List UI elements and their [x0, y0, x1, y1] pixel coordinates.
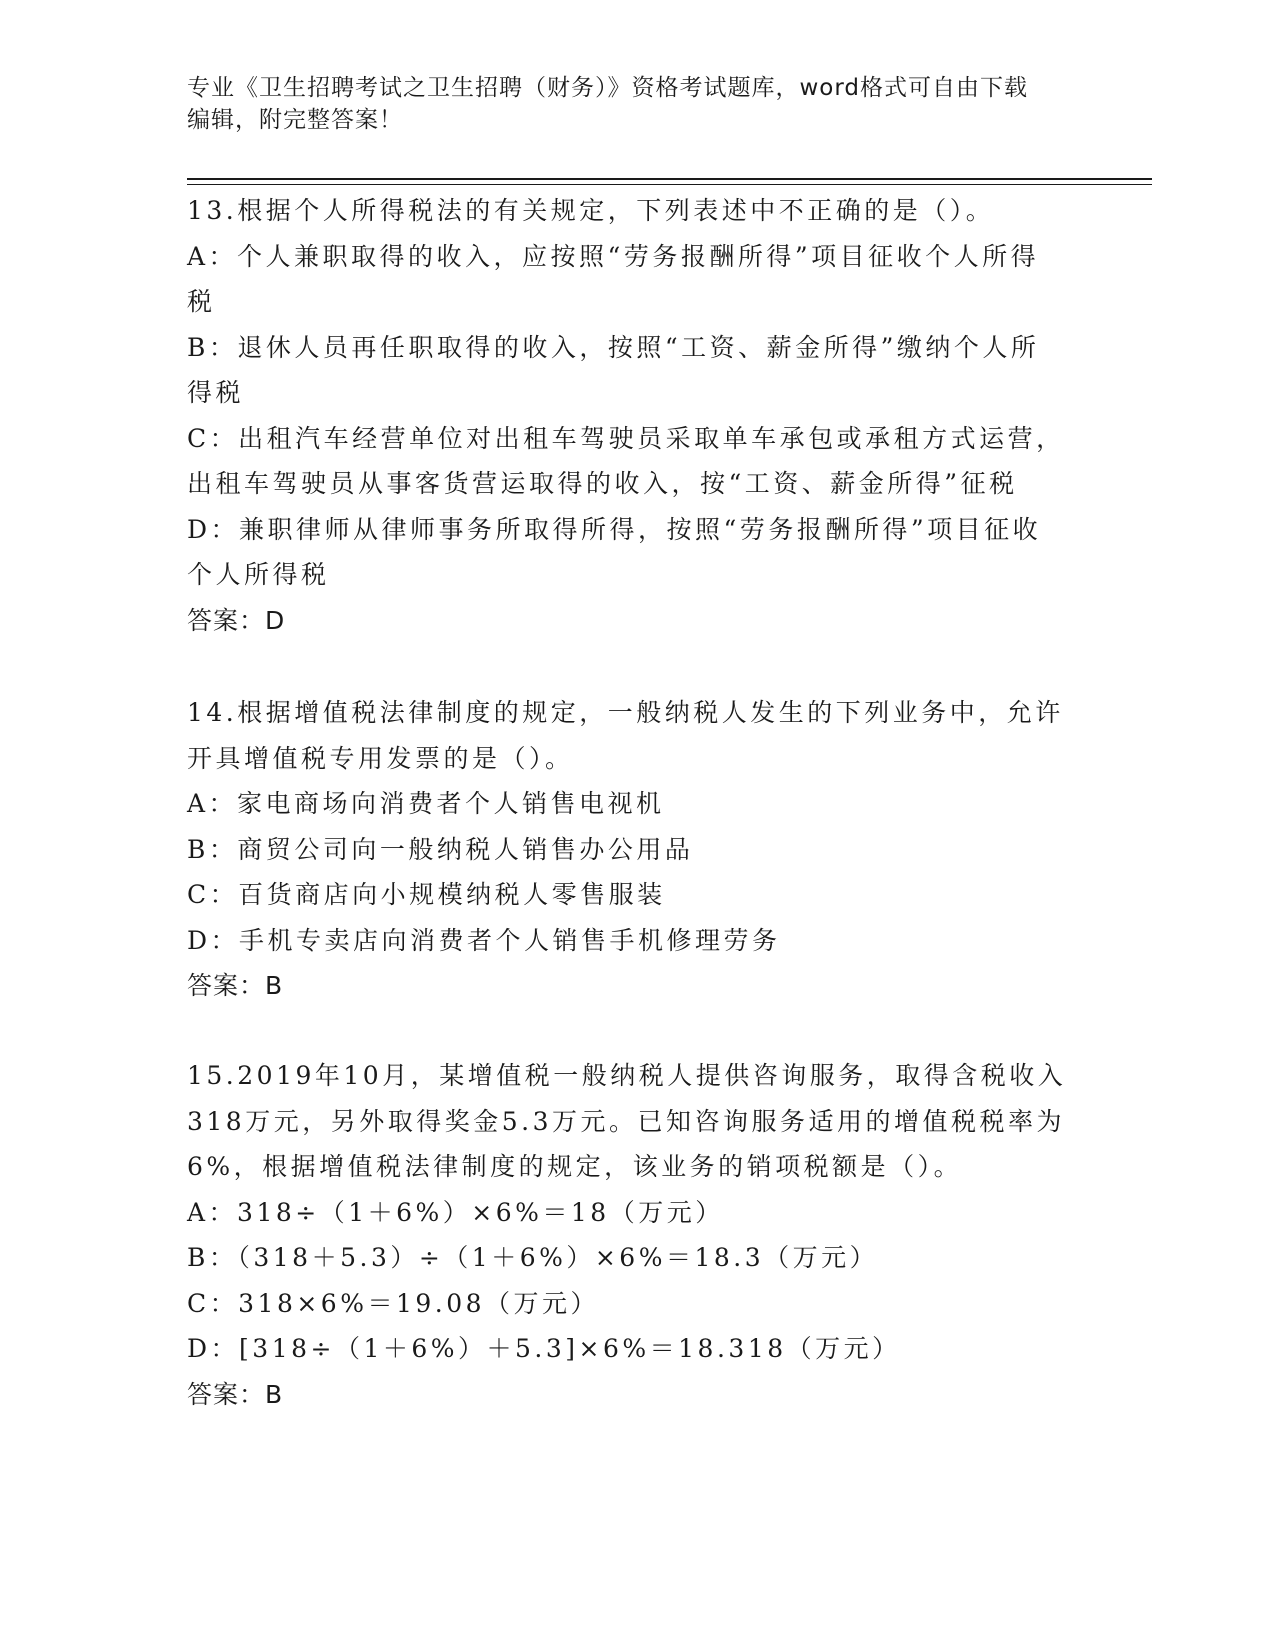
- question-14: [187, 690, 1087, 1009]
- question-14-stem: 14.根据增值税法律制度的规定，一般纳税人发生的下列业务中，允许: [187, 698, 1064, 727]
- question-14-option-b: B：商贸公司向一般纳税人销售办公用品: [187, 834, 694, 864]
- question-14-option-d: D：手机专卖店向消费者个人销售手机修理劳务: [187, 925, 781, 955]
- question-13-option-c-cont: 出租车驾驶员从事客货营运取得的收入，按“工资、薪金所得”征税: [187, 469, 1018, 498]
- question-13-answer: 答案：D: [187, 605, 286, 635]
- question-13-stem: 13.根据个人所得税法的有关规定，下列表述中不正确的是（）。: [187, 196, 995, 225]
- question-13-option-a: A：个人兼职取得的收入，应按照“劳务报酬所得”项目征收个人所得: [187, 241, 1040, 271]
- question-15-answer: 答案：B: [187, 1379, 284, 1409]
- question-14-stem-cont: 开具增值税专用发票的是（）。: [187, 743, 574, 773]
- question-13: [187, 188, 1087, 643]
- question-13-option-a-cont: 税: [187, 287, 216, 316]
- question-13-option-d-cont: 个人所得税: [187, 560, 330, 589]
- header-line-2: 编辑，附完整答案！: [187, 107, 403, 133]
- question-13-option-b-cont: 得税: [187, 378, 245, 407]
- question-13-option-d: D：兼职律师从律师事务所取得所得，按照“劳务报酬所得”项目征收: [187, 514, 1042, 544]
- document-header: [187, 72, 1067, 136]
- header-rule-thick: [187, 178, 1152, 180]
- question-15-stem-cont-1: 318万元，另外取得奖金5.3万元。已知咨询服务适用的增值税税率为: [187, 1106, 1065, 1136]
- question-14-option-a: A：家电商场向消费者个人销售电视机: [187, 789, 665, 818]
- question-15-stem-cont-2: 6%，根据增值税法律制度的规定，该业务的销项税额是（）。: [187, 1152, 963, 1181]
- question-15-stem: 15.2019年10月，某增值税一般纳税人提供咨询服务，取得含税收入: [187, 1061, 1067, 1090]
- question-13-option-c: C：出租汽车经营单位对出租车驾驶员采取单车承包或承租方式运营，: [187, 423, 1065, 453]
- question-15-option-a: A：318÷（1＋6%）×6%＝18（万元）: [187, 1197, 724, 1227]
- question-15-option-d: D：[318÷（1＋6%）＋5.3]×6%＝18.318（万元）: [187, 1334, 901, 1363]
- question-15-option-b: B：（318＋5.3）÷（1＋6%）×6%＝18.3（万元）: [187, 1243, 879, 1272]
- question-15: [187, 1053, 1087, 1417]
- question-13-option-b: B：退休人员再任职取得的收入，按照“工资、薪金所得”缴纳个人所: [187, 332, 1040, 362]
- question-14-answer: 答案：B: [187, 971, 284, 1000]
- question-14-option-c: C：百货商店向小规模纳税人零售服装: [187, 880, 666, 909]
- header-rule-thin: [187, 184, 1152, 185]
- header-line-1: 专业《卫生招聘考试之卫生招聘（财务）》资格考试题库，word格式可自由下载: [187, 75, 1029, 101]
- question-15-option-c: C：318×6%＝19.08（万元）: [187, 1288, 600, 1318]
